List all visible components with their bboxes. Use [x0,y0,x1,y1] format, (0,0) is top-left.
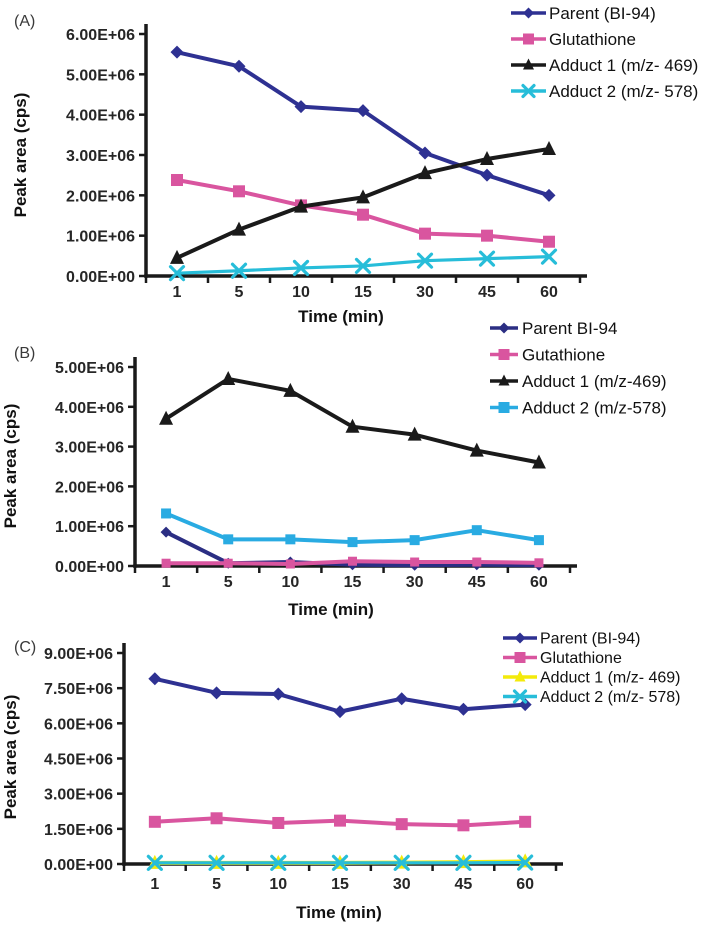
series-adduct-2-m-z-578-square-marker [285,534,295,544]
x-tick-label: 15 [344,574,362,591]
series-adduct-1-m-z-469-line [177,149,549,258]
legend-label: Glutathione [549,30,636,49]
series-adduct-2-m-z-578-square-marker [472,525,482,535]
y-tick-label: 0.00E+00 [55,559,124,576]
x-tick-label: 60 [516,876,534,893]
y-tick-label: 3.00E+06 [44,787,113,804]
y-tick-label: 0.00E+00 [44,857,113,874]
series-adduct-2-m-z-578-square-marker [410,535,420,545]
legend-marker [523,8,534,19]
x-tick-label: 10 [281,574,299,591]
legend-label: Adduct 2 (m/z- 578) [540,689,681,706]
y-tick-label: 3.00E+06 [66,148,135,165]
legend-label: Adduct 1 (m/z- 469) [540,670,681,687]
y-tick-label: 4.50E+06 [44,752,113,769]
legend-label: Adduct 2 (m/z-578) [522,398,667,417]
series-glutathione-square-marker [396,818,408,830]
series-gutathione-square-marker [410,558,419,567]
series-glutathione-square-marker [149,816,161,828]
x-tick-label: 10 [292,284,310,301]
series-parent-bi-94-diamond-marker [481,169,494,182]
y-axis-title: Peak area (cps) [1,695,20,820]
x-tick-label: 1 [150,876,159,893]
y-tick-label: 5.00E+06 [55,360,124,377]
y-tick-label: 1.00E+06 [55,519,124,536]
series-glutathione-square-marker [211,812,223,824]
series-glutathione-square-marker [543,236,555,248]
legend-label: Glutathione [540,650,622,667]
y-tick-label: 5.00E+06 [66,67,135,84]
legend-label: Parent (BI-94) [540,631,640,648]
y-axis-title: Peak area (cps) [1,404,20,529]
x-tick-label: 15 [354,284,372,301]
series-adduct-2-m-z-578-square-marker [161,508,171,518]
series-parent-bi-94-diamond-marker [457,703,470,716]
legend-label: Adduct 1 (m/z-469) [522,372,667,391]
series-gutathione-square-marker [534,558,543,567]
x-tick-label: 5 [224,574,233,591]
series-gutathione-square-marker [286,560,295,569]
x-axis-title: Time (min) [288,600,374,619]
y-tick-label: 1.50E+06 [44,822,113,839]
legend-label: Parent (BI-94) [549,4,656,23]
x-tick-label: 45 [468,574,486,591]
series-adduct-2-m-z-578-square-marker [534,535,544,545]
series-glutathione-square-marker [171,174,183,186]
series-glutathione-square-marker [419,228,431,240]
y-tick-label: 2.00E+06 [66,188,135,205]
series-parent-bi-94-diamond-marker [272,688,285,701]
y-tick-label: 1.00E+06 [66,229,135,246]
series-glutathione-square-marker [457,819,469,831]
series-gutathione-square-marker [472,558,481,567]
legend-marker [499,323,510,334]
y-tick-label: 4.00E+06 [55,400,124,417]
series-parent-bi-94-diamond-marker [171,46,184,59]
series-parent-bi-94-line [177,52,549,195]
legend-label: Parent BI-94 [522,319,617,338]
panel-label: (A) [14,13,35,30]
y-tick-label: 2.00E+06 [55,479,124,496]
series-glutathione-square-marker [519,816,531,828]
legend-label: Gutathione [522,345,605,364]
y-tick-label: 4.00E+06 [66,108,135,125]
x-tick-label: 5 [212,876,221,893]
panel-label: (C) [14,639,36,656]
x-tick-label: 45 [478,284,496,301]
x-tick-label: 60 [530,574,548,591]
x-tick-label: 10 [269,876,287,893]
x-tick-label: 30 [416,284,434,301]
x-tick-label: 5 [235,284,244,301]
x-tick-label: 45 [455,876,473,893]
series-glutathione-square-marker [233,185,245,197]
x-tick-label: 60 [540,284,558,301]
series-parent-bi-94-diamond-marker [210,686,223,699]
x-tick-label: 15 [331,876,349,893]
series-gutathione-square-marker [348,557,357,566]
legend-marker [499,349,510,360]
x-tick-label: 1 [162,574,171,591]
legend-marker [515,633,526,644]
series-glutathione-square-marker [334,815,346,827]
legend-marker [499,402,510,413]
series-gutathione-square-marker [162,559,171,568]
y-tick-label: 6.00E+06 [66,27,135,44]
legend-label: Adduct 1 (m/z- 469) [549,56,698,75]
x-axis-title: Time (min) [298,307,384,326]
series-parent-bi-94-diamond-marker [543,189,556,202]
series-parent-bi-94-diamond-marker [395,692,408,705]
x-tick-label: 30 [393,876,411,893]
series-adduct-2-m-z-578-square-marker [223,534,233,544]
y-tick-label: 3.00E+06 [55,440,124,457]
y-tick-label: 6.00E+06 [44,716,113,733]
x-tick-label: 30 [406,574,424,591]
y-tick-label: 7.50E+06 [44,681,113,698]
series-adduct-2-m-z-578-square-marker [348,537,358,547]
series-parent-bi-94-diamond-marker [334,705,347,718]
series-parent-bi-94-diamond-marker [148,672,161,685]
panel-label: (B) [14,345,35,362]
legend-label: Adduct 2 (m/z- 578) [549,82,698,101]
series-glutathione-square-marker [357,209,369,221]
series-glutathione-square-marker [481,230,493,242]
series-glutathione-square-marker [272,817,284,829]
y-tick-label: 9.00E+06 [44,646,113,663]
legend-marker [515,652,526,663]
x-tick-label: 1 [173,284,182,301]
legend-marker [523,34,534,45]
y-axis-title: Peak area (cps) [11,93,30,218]
x-axis-title: Time (min) [296,903,382,922]
series-gutathione-square-marker [224,559,233,568]
y-tick-label: 0.00E+00 [66,269,135,286]
